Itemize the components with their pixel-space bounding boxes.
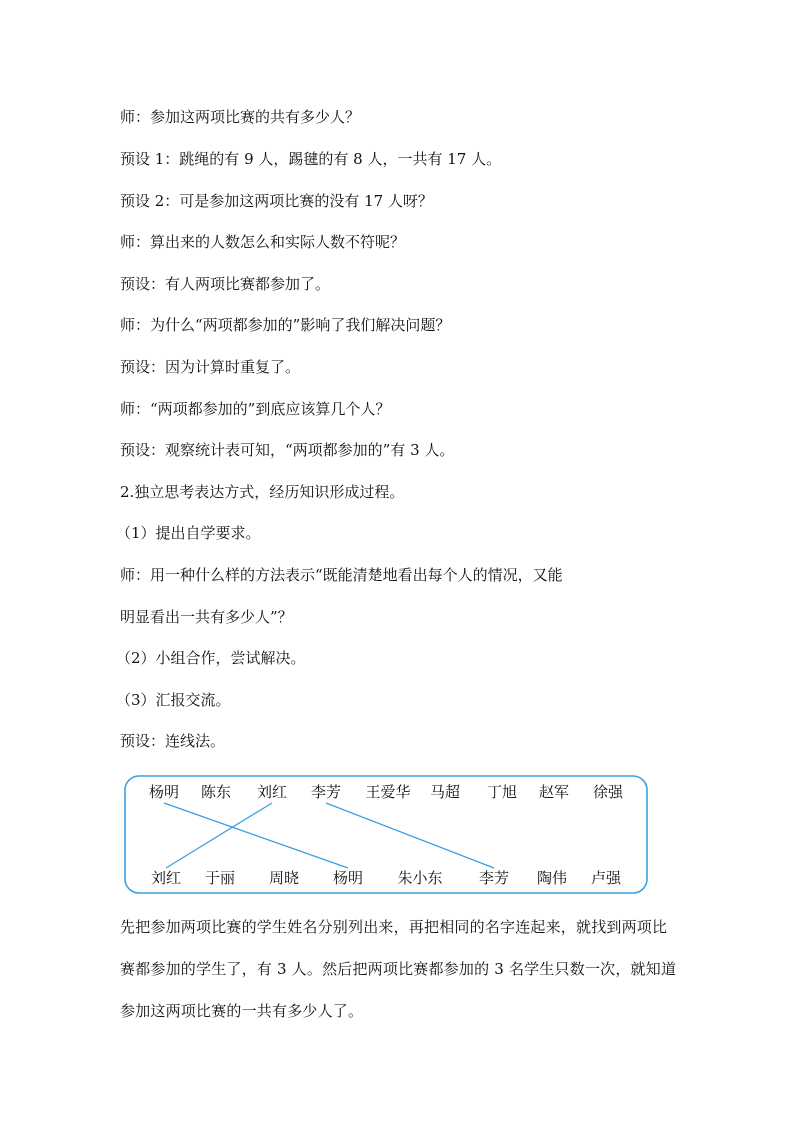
bottom-name-2: 周晓 bbox=[268, 869, 300, 887]
bottom-name-1: 于丽 bbox=[204, 869, 236, 887]
line-14: （2）小组合作，尝试解决。 bbox=[116, 649, 306, 667]
line-4: 师：算出来的人数怎么和实际人数不符呢？ bbox=[120, 233, 406, 251]
bottom-name-5: 李芳 bbox=[478, 869, 510, 887]
line-13: 明显看出一共有多少人”？ bbox=[120, 608, 293, 626]
name-matching-diagram bbox=[124, 775, 648, 895]
top-name-3: 李芳 bbox=[310, 783, 342, 801]
top-name-row bbox=[149, 783, 624, 801]
line-15: （3）汇报交流。 bbox=[116, 691, 231, 709]
bottom-name-3: 杨明 bbox=[332, 869, 364, 887]
top-name-0: 杨明 bbox=[148, 783, 180, 801]
explanation-paragraph: 先把参加两项比赛的学生姓名分别列出来，再把相同的名字连起来，就找到两项比赛都参加的学生了，有 3 人。然后把两项比赛都参加的 3 名学生只数一次，就知道参加这两项比赛的一共有多少人了。 bbox=[120, 918, 677, 1020]
line-7: 预设：因为计算时重复了。 bbox=[120, 358, 301, 376]
top-name-8: 徐强 bbox=[592, 783, 624, 801]
line-11: （1）提出自学要求。 bbox=[116, 524, 261, 542]
bottom-name-7: 卢强 bbox=[590, 869, 622, 887]
bottom-name-4: 朱小东 bbox=[397, 869, 443, 887]
bottom-name-6: 陶伟 bbox=[536, 869, 568, 887]
line-8: 师：“两项都参加的”到底应该算几个人？ bbox=[120, 400, 391, 418]
line-9: 预设：观察统计表可知，“两项都参加的”有 3 人。 bbox=[120, 441, 455, 459]
line-16: 预设：连线法。 bbox=[120, 732, 226, 750]
link-line-2 bbox=[326, 803, 494, 868]
top-name-4: 王爱华 bbox=[365, 783, 411, 801]
top-name-5: 马超 bbox=[429, 783, 461, 801]
top-name-6: 丁旭 bbox=[486, 783, 518, 801]
bottom-name-row bbox=[151, 869, 622, 887]
line-3: 预设 2：可是参加这两项比赛的没有 17 人呀？ bbox=[120, 192, 433, 210]
top-name-7: 赵军 bbox=[538, 783, 570, 801]
line-6: 师：为什么“两项都参加的”影响了我们解决问题？ bbox=[120, 316, 451, 334]
diagram-links bbox=[164, 803, 494, 868]
line-12: 师：用一种什么样的方法表示“既能清楚地看出每个人的情况，又能 bbox=[120, 566, 563, 584]
line-1: 师：参加这两项比赛的共有多少人？ bbox=[120, 108, 361, 126]
line-2: 预设 1：跳绳的有 9 人，踢毽的有 8 人，一共有 17 人。 bbox=[120, 150, 502, 168]
line-10: 2.独立思考表达方式，经历知识形成过程。 bbox=[120, 483, 405, 501]
top-name-2: 刘红 bbox=[256, 783, 288, 801]
bottom-name-0: 刘红 bbox=[150, 869, 182, 887]
line-5: 预设：有人两项比赛都参加了。 bbox=[120, 275, 331, 293]
top-name-1: 陈东 bbox=[200, 783, 232, 801]
